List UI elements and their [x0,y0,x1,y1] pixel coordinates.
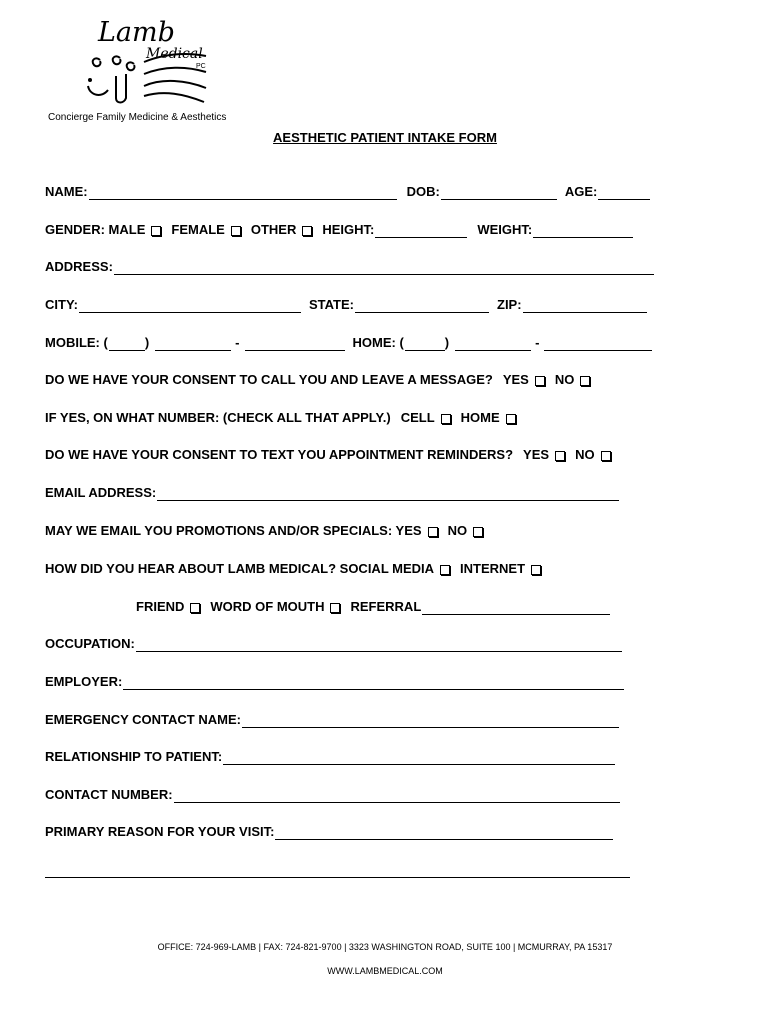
emergency-contact-label: EMERGENCY CONTACT NAME: [45,712,241,727]
height-field[interactable] [375,224,467,238]
email-promos-yes-checkbox[interactable] [428,527,438,537]
row-email-promos [45,523,493,539]
row-hear-about [45,561,551,577]
zip-label: ZIP: [497,297,522,312]
footer-website: WWW.LAMBMEDICAL.COM [327,966,443,976]
mobile-prefix-field[interactable] [155,337,231,351]
row-primary-reason [45,824,613,840]
primary-reason-field[interactable] [275,826,613,840]
state-field[interactable] [355,299,489,313]
word-of-mouth-checkbox[interactable] [330,603,340,613]
mobile-paren: ) [144,335,150,350]
consent-text-yes-label: YES [523,447,550,462]
consent-text-no-checkbox[interactable] [601,451,611,461]
contact-number-label: CONTACT NUMBER: [45,787,173,802]
row-gender [45,222,633,238]
social-media-checkbox[interactable] [440,565,450,575]
age-field[interactable] [598,186,650,200]
mobile-line-field[interactable] [245,337,345,351]
gender-male-label: GENDER: MALE [45,222,146,237]
home-phone-label: HOME: ( [352,335,404,350]
address-label: ADDRESS: [45,259,113,274]
consent-call-yes-checkbox[interactable] [535,376,545,386]
friend-label: FRIEND [136,599,185,614]
consent-call-label: DO WE HAVE YOUR CONSENT TO CALL YOU AND LEAVE A MESSAGE? [45,372,493,387]
home-option-checkbox[interactable] [506,414,516,424]
email-label: EMAIL ADDRESS: [45,485,157,500]
internet-checkbox[interactable] [531,565,541,575]
row-which-number [45,410,526,426]
row-employer [45,674,624,690]
home-prefix-field[interactable] [455,337,531,351]
zip-field[interactable] [523,299,647,313]
primary-reason-continued-field[interactable] [45,864,630,878]
name-label: NAME: [45,184,88,199]
height-label: HEIGHT: [322,222,375,237]
consent-call-yes-label: YES [502,372,529,387]
referral-field[interactable] [422,601,610,615]
relationship-label: RELATIONSHIP TO PATIENT: [45,749,223,764]
email-promos-no-label: NO [447,523,468,538]
email-field[interactable] [157,487,619,501]
row-emergency-contact [45,712,619,728]
row-name [45,184,650,200]
which-number-label: IF YES, ON WHAT NUMBER: (CHECK ALL THAT APPLY.) [45,410,391,425]
home-option-label: HOME [460,410,500,425]
logo-pc: PC [196,63,206,70]
logo-name: Lamb [98,17,175,48]
row-address [45,259,654,275]
name-field[interactable] [89,186,397,200]
consent-call-no-checkbox[interactable] [580,376,590,386]
row-referral-source [136,599,610,615]
consent-text-no-label: NO [575,447,595,462]
logo-tagline: Concierge Family Medicine & Aesthetics [48,112,227,123]
footer-contact: OFFICE: 724-969-LAMB | FAX: 724-821-9700 | 3323 WASHINGTON ROAD, SUITE 100 | MCMURRAY, PA 15317 [157,942,613,952]
occupation-label: OCCUPATION: [45,636,135,651]
row-primary-reason-continued [45,862,630,878]
female-checkbox[interactable] [231,226,241,236]
city-label: CITY: [45,297,78,312]
state-label: STATE: [308,297,354,312]
form-title: AESTHETIC PATIENT INTAKE FORM [273,130,497,145]
home-line-field[interactable] [544,337,652,351]
age-label: AGE: [564,184,598,199]
mobile-area-code-field[interactable] [109,337,145,351]
weight-label: WEIGHT: [477,222,533,237]
emergency-contact-field[interactable] [242,714,619,728]
consent-text-yes-checkbox[interactable] [555,451,565,461]
employer-label: EMPLOYER: [45,674,123,689]
consent-call-no-label: NO [554,372,575,387]
other-checkbox[interactable] [302,226,312,236]
home-dash: - [535,335,540,350]
row-contact-number [45,787,620,803]
friend-checkbox[interactable] [190,603,200,613]
hear-about-label: HOW DID YOU HEAR ABOUT LAMB MEDICAL? SOCIAL MEDIA [45,561,435,576]
dob-label: DOB: [406,184,440,199]
word-of-mouth-label: WORD OF MOUTH [210,599,325,614]
male-checkbox[interactable] [151,226,161,236]
dob-field[interactable] [441,186,557,200]
employer-field[interactable] [123,676,624,690]
home-paren: ) [444,335,450,350]
other-label: OTHER [250,222,297,237]
row-consent-call [45,372,600,388]
address-field[interactable] [114,261,654,275]
mobile-dash: - [235,335,240,350]
row-city [45,297,647,313]
email-promos-no-checkbox[interactable] [473,527,483,537]
relationship-field[interactable] [223,751,615,765]
row-phone [45,335,652,351]
female-label: FEMALE [171,222,225,237]
mobile-label: MOBILE: ( [45,335,108,350]
cell-checkbox[interactable] [441,414,451,424]
occupation-field[interactable] [136,638,622,652]
lamb-logo-icon [86,46,211,112]
row-relationship [45,749,615,765]
internet-label: INTERNET [460,561,526,576]
city-field[interactable] [79,299,301,313]
consent-text-label: DO WE HAVE YOUR CONSENT TO TEXT YOU APPOINTMENT REMINDERS? [45,447,514,462]
logo-sub: Medical [146,46,203,62]
primary-reason-label: PRIMARY REASON FOR YOUR VISIT: [45,824,275,839]
lamb-medical-logo [46,16,251,128]
row-occupation [45,636,622,652]
referral-label: REFERRAL [350,599,422,614]
row-consent-text [45,447,621,463]
home-area-code-field[interactable] [405,337,445,351]
email-promos-label: MAY WE EMAIL YOU PROMOTIONS AND/OR SPECIALS: YES [45,523,422,538]
cell-label: CELL [400,410,435,425]
contact-number-field[interactable] [174,789,620,803]
row-email [45,485,619,501]
weight-field[interactable] [533,224,633,238]
